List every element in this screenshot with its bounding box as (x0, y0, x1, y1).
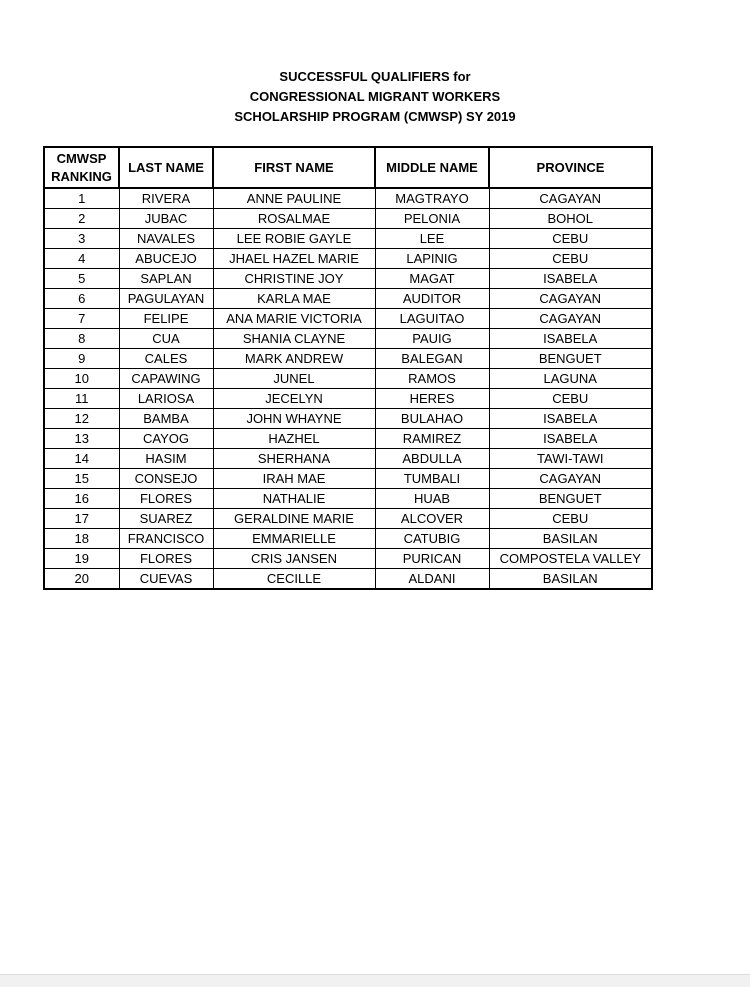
cell-middle-name: PURICAN (375, 549, 489, 569)
cell-ranking: 1 (44, 188, 119, 209)
viewer-bottom-bar (0, 974, 750, 987)
cell-province: COMPOSTELA VALLEY (489, 549, 652, 569)
table-row (44, 449, 652, 469)
table-row (44, 489, 652, 509)
cell-province: CAGAYAN (489, 188, 652, 209)
cell-ranking: 4 (44, 249, 119, 269)
cell-last-name: CALES (119, 349, 213, 369)
cell-province: TAWI-TAWI (489, 449, 652, 469)
document-title (0, 67, 750, 127)
cell-middle-name: RAMOS (375, 369, 489, 389)
header-ranking (44, 147, 119, 188)
cell-first-name: GERALDINE MARIE (213, 509, 375, 529)
table-row (44, 509, 652, 529)
table-row (44, 409, 652, 429)
cell-first-name: ANA MARIE VICTORIA (213, 309, 375, 329)
cell-first-name: HAZHEL (213, 429, 375, 449)
title-line: CONGRESSIONAL MIGRANT WORKERS (249, 89, 501, 104)
cell-first-name: SHERHANA (213, 449, 375, 469)
cell-province: CEBU (489, 389, 652, 409)
cell-first-name: CRIS JANSEN (213, 549, 375, 569)
cell-first-name: SHANIA CLAYNE (213, 329, 375, 349)
cell-last-name: NAVALES (119, 229, 213, 249)
header-ranking-line1: CMWSP (56, 150, 107, 166)
cell-ranking: 18 (44, 529, 119, 549)
cell-province: CEBU (489, 249, 652, 269)
cell-middle-name: ALCOVER (375, 509, 489, 529)
cell-ranking: 11 (44, 389, 119, 409)
table-row (44, 389, 652, 409)
table-row (44, 469, 652, 489)
cell-first-name: KARLA MAE (213, 289, 375, 309)
cell-first-name: NATHALIE (213, 489, 375, 509)
header-province: PROVINCE (489, 147, 652, 188)
cell-province: BOHOL (489, 209, 652, 229)
cell-province: BENGUET (489, 489, 652, 509)
cell-province: LAGUNA (489, 369, 652, 389)
cell-first-name: JHAEL HAZEL MARIE (213, 249, 375, 269)
cell-ranking: 8 (44, 329, 119, 349)
cell-middle-name: BALEGAN (375, 349, 489, 369)
cell-middle-name: ALDANI (375, 569, 489, 590)
table-row (44, 529, 652, 549)
cell-last-name: ABUCEJO (119, 249, 213, 269)
header-last-name: LAST NAME (119, 147, 213, 188)
table-row (44, 188, 652, 209)
table-row (44, 249, 652, 269)
table-row (44, 269, 652, 289)
table-row (44, 229, 652, 249)
cell-province: CEBU (489, 229, 652, 249)
cell-province: BASILAN (489, 529, 652, 549)
table-header-row (44, 147, 652, 188)
cell-ranking: 17 (44, 509, 119, 529)
cell-last-name: CUA (119, 329, 213, 349)
cell-last-name: JUBAC (119, 209, 213, 229)
cell-province: ISABELA (489, 329, 652, 349)
cell-middle-name: LEE (375, 229, 489, 249)
cell-province: CAGAYAN (489, 289, 652, 309)
cell-last-name: FLORES (119, 489, 213, 509)
table-row (44, 369, 652, 389)
cell-first-name: ANNE PAULINE (213, 188, 375, 209)
cell-last-name: BAMBA (119, 409, 213, 429)
cell-last-name: SUAREZ (119, 509, 213, 529)
cell-middle-name: RAMIREZ (375, 429, 489, 449)
cell-ranking: 20 (44, 569, 119, 590)
cell-ranking: 3 (44, 229, 119, 249)
cell-first-name: JECELYN (213, 389, 375, 409)
cell-ranking: 6 (44, 289, 119, 309)
cell-last-name: HASIM (119, 449, 213, 469)
cell-first-name: IRAH MAE (213, 469, 375, 489)
qualifiers-table (43, 146, 653, 590)
cell-province: ISABELA (489, 429, 652, 449)
cell-middle-name: LAPINIG (375, 249, 489, 269)
cell-middle-name: PAUIG (375, 329, 489, 349)
cell-last-name: FRANCISCO (119, 529, 213, 549)
table-row (44, 429, 652, 449)
cell-first-name: CHRISTINE JOY (213, 269, 375, 289)
cell-province: ISABELA (489, 269, 652, 289)
cell-middle-name: HUAB (375, 489, 489, 509)
cell-ranking: 10 (44, 369, 119, 389)
cell-province: ISABELA (489, 409, 652, 429)
table-body (44, 188, 652, 589)
cell-ranking: 5 (44, 269, 119, 289)
cell-middle-name: ABDULLA (375, 449, 489, 469)
table-row (44, 329, 652, 349)
cell-last-name: PAGULAYAN (119, 289, 213, 309)
cell-first-name: ROSALMAE (213, 209, 375, 229)
table-row (44, 349, 652, 369)
cell-province: CEBU (489, 509, 652, 529)
cell-ranking: 19 (44, 549, 119, 569)
cell-middle-name: HERES (375, 389, 489, 409)
cell-first-name: MARK ANDREW (213, 349, 375, 369)
header-middle-name: MIDDLE NAME (375, 147, 489, 188)
header-first-name: FIRST NAME (213, 147, 375, 188)
cell-ranking: 12 (44, 409, 119, 429)
table-row (44, 549, 652, 569)
cell-last-name: SAPLAN (119, 269, 213, 289)
cell-province: CAGAYAN (489, 469, 652, 489)
cell-ranking: 13 (44, 429, 119, 449)
cell-middle-name: BULAHAO (375, 409, 489, 429)
cell-middle-name: AUDITOR (375, 289, 489, 309)
cell-province: CAGAYAN (489, 309, 652, 329)
cell-middle-name: MAGAT (375, 269, 489, 289)
cell-last-name: CUEVAS (119, 569, 213, 590)
cell-province: BASILAN (489, 569, 652, 590)
cell-ranking: 16 (44, 489, 119, 509)
cell-ranking: 2 (44, 209, 119, 229)
cell-first-name: JUNEL (213, 369, 375, 389)
cell-last-name: CAYOG (119, 429, 213, 449)
cell-last-name: LARIOSA (119, 389, 213, 409)
cell-ranking: 15 (44, 469, 119, 489)
cell-last-name: FELIPE (119, 309, 213, 329)
table-row (44, 209, 652, 229)
cell-first-name: JOHN WHAYNE (213, 409, 375, 429)
cell-ranking: 7 (44, 309, 119, 329)
cell-last-name: FLORES (119, 549, 213, 569)
cell-middle-name: TUMBALI (375, 469, 489, 489)
table-row (44, 569, 652, 590)
cell-first-name: CECILLE (213, 569, 375, 590)
cell-first-name: EMMARIELLE (213, 529, 375, 549)
cell-ranking: 9 (44, 349, 119, 369)
cell-ranking: 14 (44, 449, 119, 469)
title-line: SUCCESSFUL QUALIFIERS for (279, 69, 471, 84)
cell-first-name: LEE ROBIE GAYLE (213, 229, 375, 249)
cell-middle-name: PELONIA (375, 209, 489, 229)
cell-middle-name: MAGTRAYO (375, 188, 489, 209)
cell-last-name: CONSEJO (119, 469, 213, 489)
cell-middle-name: LAGUITAO (375, 309, 489, 329)
cell-middle-name: CATUBIG (375, 529, 489, 549)
cell-last-name: RIVERA (119, 188, 213, 209)
cell-last-name: CAPAWING (119, 369, 213, 389)
title-line: SCHOLARSHIP PROGRAM (CMWSP) SY 2019 (234, 109, 516, 124)
cell-province: BENGUET (489, 349, 652, 369)
table-row (44, 309, 652, 329)
table-row (44, 289, 652, 309)
header-ranking-line2: RANKING (51, 168, 112, 184)
